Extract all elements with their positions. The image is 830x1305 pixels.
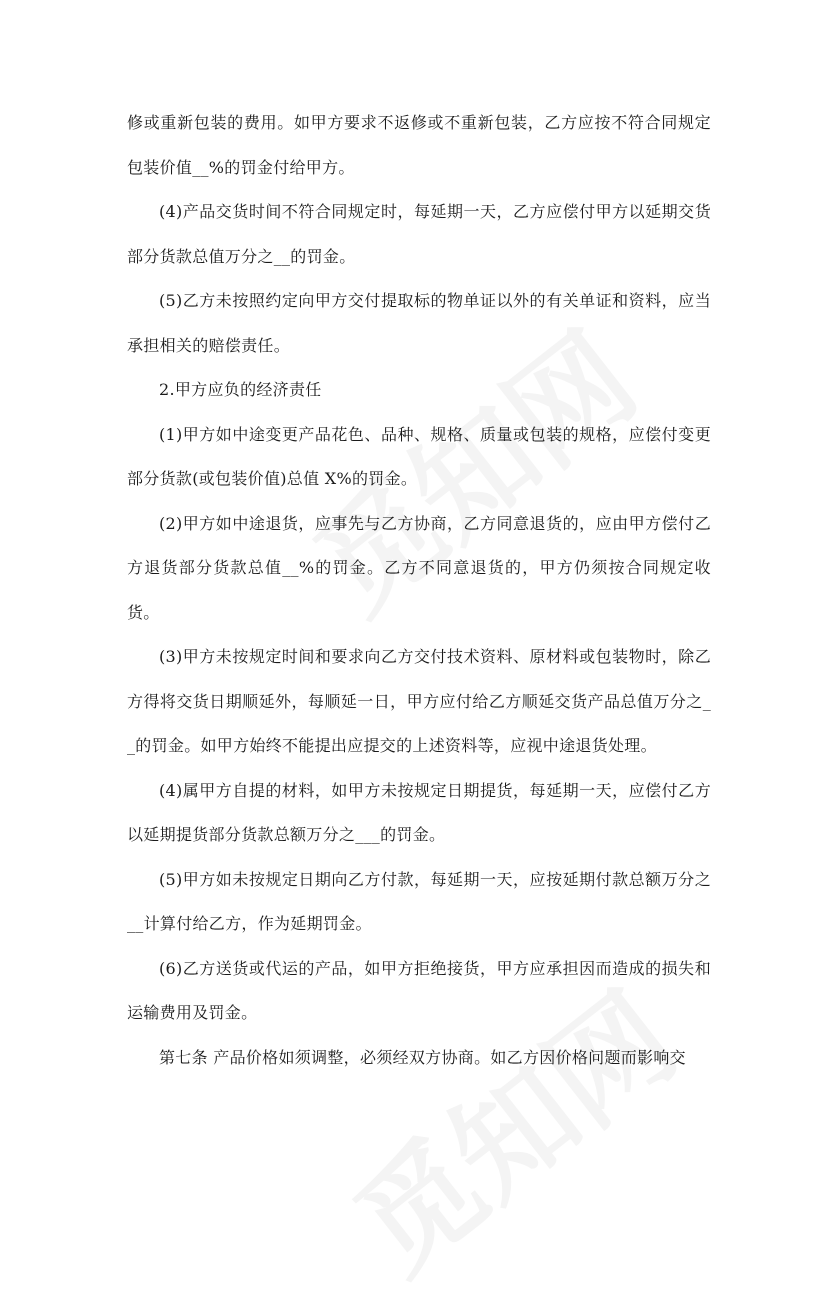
paragraph: (6)乙方送货或代运的产品，如甲方拒绝接货，甲方应承担因而造成的损失和运输费用及罚金。 [127,958,711,1022]
section-heading: 2.甲方应负的经济责任 [159,380,322,399]
paragraph: 第七条 产品价格如须调整，必须经双方协商。如乙方因价格问题而影响交 [159,1047,686,1067]
paragraph: 修或重新包装的费用。如甲方要求不返修或不重新包装，乙方应按不符合同规定包装价值__%的罚金付给甲方。 [127,113,711,177]
paragraph: (2)甲方如中途退货，应事先与乙方协商，乙方同意退货的，应由甲方偿付乙方退货部分货款总值__%的罚金。乙方不同意退货的，甲方仍须按合同规定收货。 [127,513,711,622]
paragraph: (4)属甲方自提的材料，如甲方未按规定日期提货，每延期一天，应偿付乙方以延期提货部分货款总额万分之___的罚金。 [127,780,711,844]
paragraph: (4)产品交货时间不符合同规定时，每延期一天，乙方应偿付甲方以延期交货部分货款总值万分之__的罚金。 [127,202,711,266]
paragraph: (3)甲方未按规定时间和要求向乙方交付技术资料、原材料或包装物时，除乙方得将交货日期顺延外，每顺延一日，甲方应付给乙方顺延交货产品总值万分之__的罚金。如甲方始终不能提出应提交的上述资料等，应视中途退货处理。 [127,647,711,755]
paragraph: (5)甲方如未按规定日期向乙方付款，每延期一天，应按延期付款总额万分之__计算付给乙方，作为延期罚金。 [127,869,711,933]
paragraph: (5)乙方未按照约定向甲方交付提取标的物单证以外的有关单证和资料，应当承担相关的赔偿责任。 [127,291,711,355]
paragraph: (1)甲方如中途变更产品花色、品种、规格、质量或包装的规格，应偿付变更部分货款(或包装价值)总值 X%的罚金。 [127,424,711,488]
contract-text [127,101,711,1080]
